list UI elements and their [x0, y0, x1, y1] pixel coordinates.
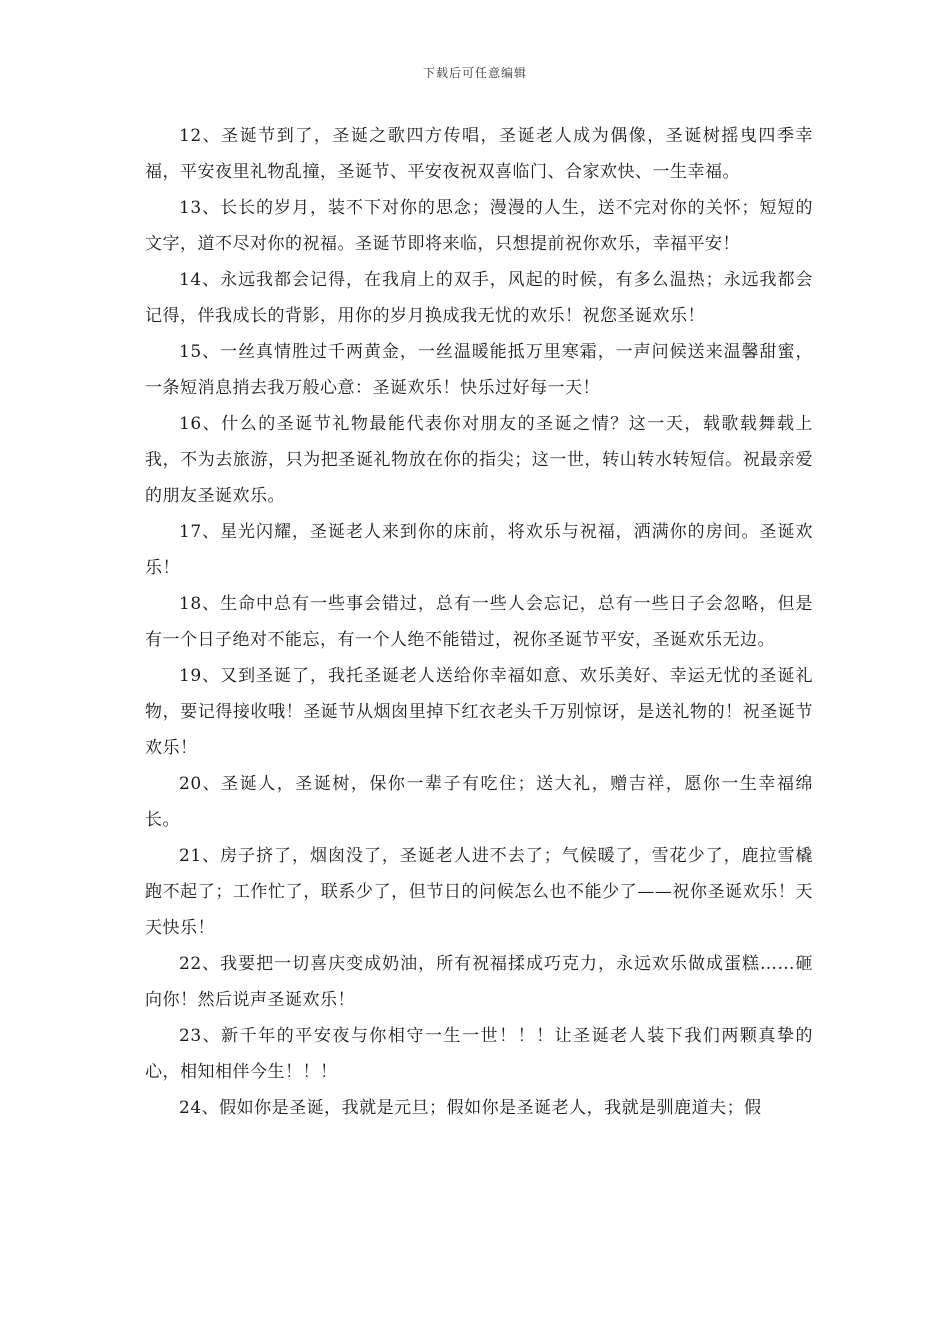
paragraph-15: 15、一丝真情胜过千两黄金，一丝温暖能抵万里寒霜，一声问候送来温馨甜蜜，一条短消息捎去我万般心意：圣诞欢乐！快乐过好每一天！ [145, 342, 813, 398]
page-header-note: 下载后可任意编辑 [422, 66, 527, 80]
paragraph-23: 23、新千年的平安夜与你相守一生一世！！！让圣诞老人装下我们两颗真挚的心，相知相伴今生！！！ [145, 1026, 813, 1082]
paragraph-19: 19、又到圣诞了，我托圣诞老人送给你幸福如意、欢乐美好、幸运无忧的圣诞礼物，要记得接收哦！圣诞节从烟囱里掉下红衣老头千万别惊讶，是送礼物的！祝圣诞节欢乐！ [145, 666, 813, 758]
paragraph-22: 22、我要把一切喜庆变成奶油，所有祝福揉成巧克力，永远欢乐做成蛋糕……砸向你！然后说声圣诞欢乐！ [145, 954, 813, 1010]
paragraph-12: 12、圣诞节到了，圣诞之歌四方传唱，圣诞老人成为偶像，圣诞树摇曳四季幸福，平安夜里礼物乱撞，圣诞节、平安夜祝双喜临门、合家欢快、一生幸福。 [145, 126, 813, 182]
document-body [145, 118, 813, 1126]
paragraph-17: 17、星光闪耀，圣诞老人来到你的床前，将欢乐与祝福，洒满你的房间。圣诞欢乐！ [145, 522, 813, 578]
paragraph-20: 20、圣诞人，圣诞树，保你一辈子有吃住；送大礼，赠吉祥，愿你一生幸福绵长。 [145, 774, 813, 830]
paragraph-14: 14、永远我都会记得，在我肩上的双手，风起的时候，有多么温热；永远我都会记得，伴我成长的背影，用你的岁月换成我无忧的欢乐！祝您圣诞欢乐！ [145, 270, 813, 326]
paragraph-21: 21、房子挤了，烟囱没了，圣诞老人进不去了；气候暖了，雪花少了，鹿拉雪橇跑不起了；工作忙了，联系少了，但节日的问候怎么也不能少了——祝你圣诞欢乐！天天快乐！ [145, 846, 813, 938]
paragraph-24: 24、假如你是圣诞，我就是元旦；假如你是圣诞老人，我就是驯鹿道夫；假 [179, 1098, 762, 1118]
paragraph-18: 18、生命中总有一些事会错过，总有一些人会忘记，总有一些日子会忽略，但是有一个日子绝对不能忘，有一个人绝不能错过，祝你圣诞节平安，圣诞欢乐无边。 [145, 594, 813, 650]
paragraph-13: 13、长长的岁月，装不下对你的思念；漫漫的人生，送不完对你的关怀；短短的文字，道不尽对你的祝福。圣诞节即将来临，只想提前祝你欢乐，幸福平安！ [145, 198, 813, 254]
paragraph-16: 16、什么的圣诞节礼物最能代表你对朋友的圣诞之情？这一天，载歌载舞载上我，不为去旅游，只为把圣诞礼物放在你的指尖；这一世，转山转水转短信。祝最亲爱的朋友圣诞欢乐。 [145, 414, 813, 506]
